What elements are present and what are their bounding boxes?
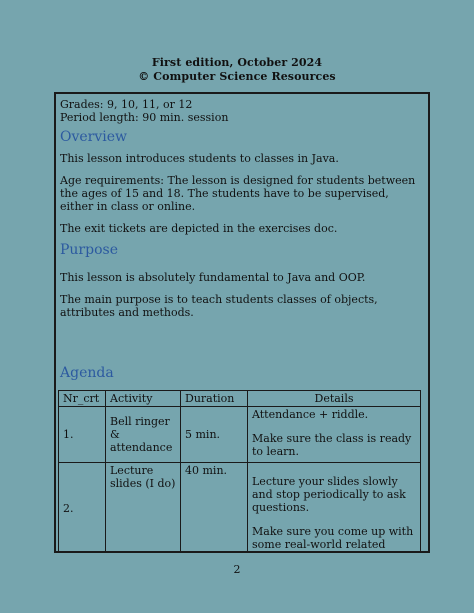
edition-line: First edition, October 2024	[151, 56, 323, 69]
lesson-box	[54, 92, 430, 553]
column-header-details: Details	[248, 391, 421, 407]
table-row	[59, 407, 421, 463]
overview-paragraph-3: The exit tickets are depicted in the exercises doc.	[60, 222, 338, 235]
table-row	[59, 463, 421, 554]
row-details-line-2: Make sure the class is ready to learn.	[252, 432, 412, 458]
grades-text: Grades: 9, 10, 11, or 12	[60, 98, 193, 111]
purpose-paragraph-2: The main purpose is to teach students classes of objects, attributes and methods.	[60, 293, 378, 319]
purpose-paragraph-1: This lesson is absolutely fundamental to Java and OOP.	[60, 271, 366, 284]
overview-paragraph-2: Age requirements: The lesson is designed for students between the ages of 15 and 18. The students have to be supervised, either in class or online.	[60, 174, 416, 213]
agenda-header-row	[59, 391, 421, 407]
row-details-line-1: Attendance + riddle.	[252, 408, 369, 421]
column-header-nr: Nr_crt	[59, 391, 106, 407]
row-details-line-2: Make sure you come up with some real-world related	[252, 525, 414, 551]
row-activity: Lecture slides (I do)	[106, 463, 181, 554]
purpose-heading: Purpose	[60, 242, 118, 258]
row-nr: 2.	[59, 463, 106, 554]
overview-heading: Overview	[60, 129, 128, 145]
row-nr: 1.	[59, 407, 106, 463]
copyright-line: © Computer Science Resources	[138, 70, 336, 83]
row-details	[248, 407, 421, 463]
edition-header	[0, 56, 474, 84]
period-text: Period length: 90 min. session	[60, 111, 229, 124]
agenda-table	[58, 390, 421, 553]
overview-paragraph-1: This lesson introduces students to classes in Java.	[60, 152, 339, 165]
row-details	[248, 463, 421, 554]
row-details-line-1: Lecture your slides slowly and stop periodically to ask questions.	[252, 475, 406, 514]
page-number: 2	[233, 563, 241, 576]
row-activity: Bell ringer & attendance	[106, 407, 181, 463]
row-duration: 40 min.	[181, 463, 248, 554]
column-header-activity: Activity	[106, 391, 181, 407]
agenda-heading: Agenda	[60, 365, 114, 381]
row-duration: 5 min.	[181, 407, 248, 463]
column-header-duration: Duration	[181, 391, 248, 407]
